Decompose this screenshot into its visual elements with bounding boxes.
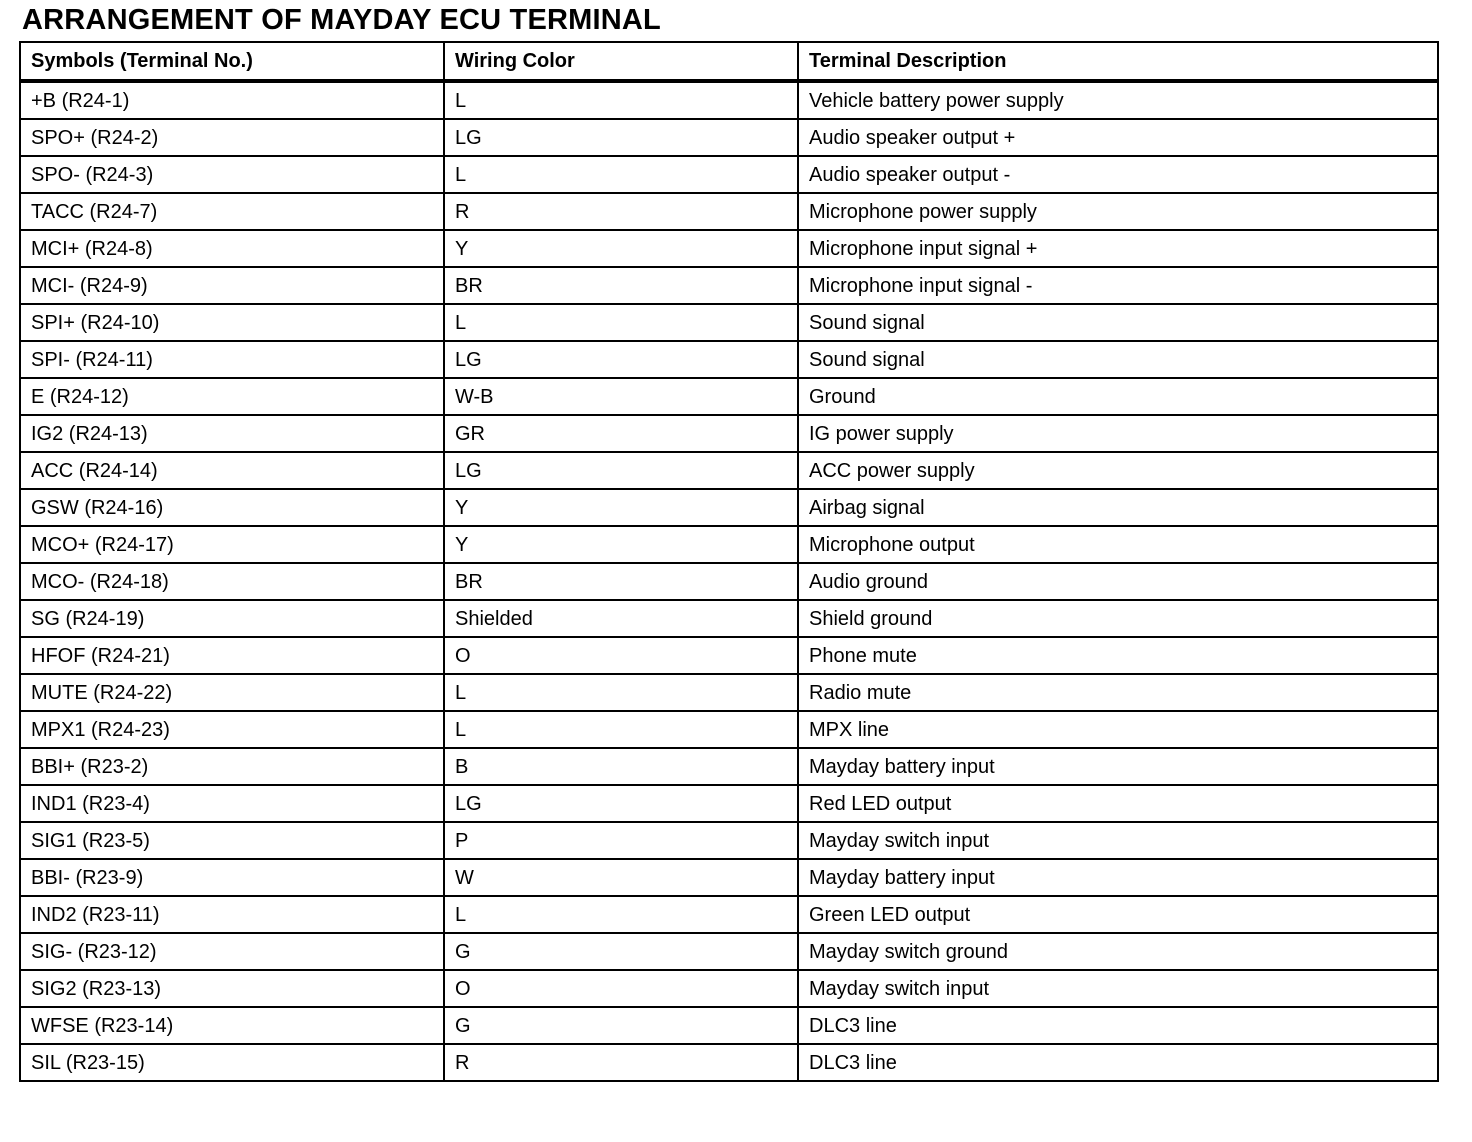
cell-symbol: TACC (R24-7) [20,193,444,230]
table-row [20,193,1438,230]
cell-symbol: MCI+ (R24-8) [20,230,444,267]
cell-symbol: MCI- (R24-9) [20,267,444,304]
table-row [20,600,1438,637]
table-row [20,674,1438,711]
header-terminal-description: Terminal Description [798,42,1438,81]
cell-symbol: BBI- (R23-9) [20,859,444,896]
table-row [20,970,1438,1007]
cell-description: DLC3 line [798,1007,1438,1044]
cell-symbol: IND2 (R23-11) [20,896,444,933]
cell-symbol: SG (R24-19) [20,600,444,637]
cell-description: Ground [798,378,1438,415]
cell-description: MPX line [798,711,1438,748]
cell-description: Mayday switch input [798,970,1438,1007]
cell-symbol: SPI- (R24-11) [20,341,444,378]
cell-wiring-color: BR [444,267,798,304]
cell-description: IG power supply [798,415,1438,452]
cell-description: Microphone power supply [798,193,1438,230]
cell-wiring-color: LG [444,341,798,378]
cell-wiring-color: GR [444,415,798,452]
cell-description: Audio ground [798,563,1438,600]
cell-wiring-color: Y [444,489,798,526]
cell-symbol: IG2 (R24-13) [20,415,444,452]
header-symbols: Symbols (Terminal No.) [20,42,444,81]
cell-wiring-color: G [444,933,798,970]
cell-symbol: +B (R24-1) [20,81,444,119]
cell-description: Mayday battery input [798,748,1438,785]
cell-wiring-color: R [444,1044,798,1081]
cell-description: ACC power supply [798,452,1438,489]
table-row [20,230,1438,267]
table-row [20,81,1438,119]
cell-symbol: SPI+ (R24-10) [20,304,444,341]
table-row [20,267,1438,304]
cell-description: Mayday switch ground [798,933,1438,970]
cell-symbol: SIG1 (R23-5) [20,822,444,859]
cell-symbol: SIG2 (R23-13) [20,970,444,1007]
table-row [20,415,1438,452]
cell-wiring-color: L [444,156,798,193]
cell-description: Red LED output [798,785,1438,822]
cell-description: Sound signal [798,341,1438,378]
cell-wiring-color: P [444,822,798,859]
cell-description: Audio speaker output + [798,119,1438,156]
cell-symbol: MCO- (R24-18) [20,563,444,600]
terminal-table [19,41,1439,1082]
table-row [20,896,1438,933]
table-row [20,156,1438,193]
cell-symbol: MPX1 (R24-23) [20,711,444,748]
cell-description: DLC3 line [798,1044,1438,1081]
table-row [20,452,1438,489]
cell-wiring-color: G [444,1007,798,1044]
table-row [20,378,1438,415]
cell-wiring-color: L [444,81,798,119]
cell-symbol: SIL (R23-15) [20,1044,444,1081]
cell-wiring-color: BR [444,563,798,600]
cell-description: Mayday battery input [798,859,1438,896]
cell-description: Microphone output [798,526,1438,563]
table-row [20,563,1438,600]
cell-wiring-color: W-B [444,378,798,415]
cell-symbol: E (R24-12) [20,378,444,415]
cell-symbol: IND1 (R23-4) [20,785,444,822]
cell-wiring-color: L [444,304,798,341]
table-row [20,526,1438,563]
cell-wiring-color: O [444,970,798,1007]
cell-symbol: BBI+ (R23-2) [20,748,444,785]
cell-wiring-color: L [444,674,798,711]
table-row [20,119,1438,156]
cell-description: Mayday switch input [798,822,1438,859]
cell-symbol: GSW (R24-16) [20,489,444,526]
cell-symbol: SPO- (R24-3) [20,156,444,193]
table-header-row [20,42,1438,81]
cell-description: Vehicle battery power supply [798,81,1438,119]
cell-description: Microphone input signal - [798,267,1438,304]
cell-description: Radio mute [798,674,1438,711]
table-row [20,1044,1438,1081]
cell-wiring-color: B [444,748,798,785]
cell-symbol: SPO+ (R24-2) [20,119,444,156]
cell-wiring-color: Y [444,230,798,267]
cell-symbol: MUTE (R24-22) [20,674,444,711]
table-row [20,1007,1438,1044]
header-wiring-color: Wiring Color [444,42,798,81]
table-row [20,341,1438,378]
cell-description: Microphone input signal + [798,230,1438,267]
table-row [20,859,1438,896]
cell-description: Airbag signal [798,489,1438,526]
cell-symbol: MCO+ (R24-17) [20,526,444,563]
cell-description: Sound signal [798,304,1438,341]
table-row [20,785,1438,822]
cell-symbol: SIG- (R23-12) [20,933,444,970]
table-row [20,933,1438,970]
table-row [20,748,1438,785]
cell-wiring-color: O [444,637,798,674]
cell-wiring-color: L [444,711,798,748]
cell-wiring-color: LG [444,452,798,489]
table-row [20,304,1438,341]
cell-description: Audio speaker output - [798,156,1438,193]
page-title: ARRANGEMENT OF MAYDAY ECU TERMINAL [22,4,661,36]
table-row [20,822,1438,859]
cell-description: Shield ground [798,600,1438,637]
cell-symbol: ACC (R24-14) [20,452,444,489]
cell-description: Phone mute [798,637,1438,674]
table-row [20,637,1438,674]
cell-wiring-color: LG [444,785,798,822]
cell-symbol: HFOF (R24-21) [20,637,444,674]
cell-wiring-color: W [444,859,798,896]
cell-symbol: WFSE (R23-14) [20,1007,444,1044]
cell-description: Green LED output [798,896,1438,933]
cell-wiring-color: L [444,896,798,933]
table-row [20,711,1438,748]
cell-wiring-color: LG [444,119,798,156]
table-body [20,81,1438,1081]
cell-wiring-color: Shielded [444,600,798,637]
cell-wiring-color: R [444,193,798,230]
table-row [20,489,1438,526]
cell-wiring-color: Y [444,526,798,563]
